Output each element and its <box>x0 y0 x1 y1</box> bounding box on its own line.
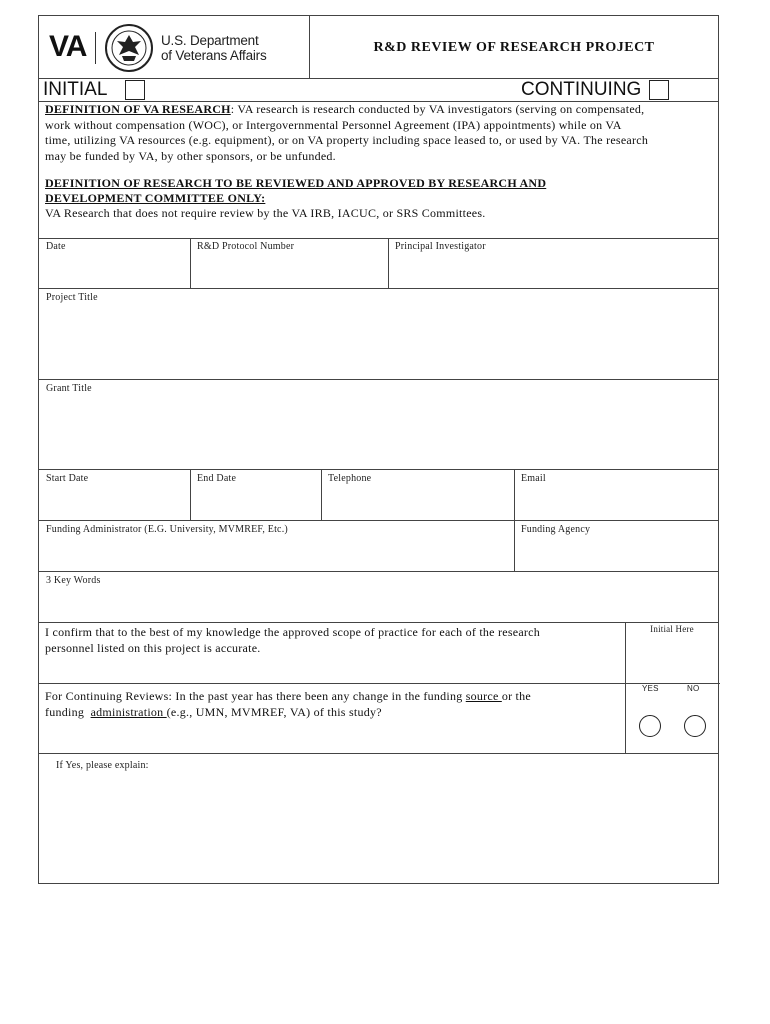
start-date-field[interactable] <box>39 470 190 520</box>
explain-field[interactable] <box>39 754 719 883</box>
no-label: NO <box>687 684 700 693</box>
va-research-text: time, utilizing VA resources (e.g. equipment), or on VA property including space leased to, or used by VA. The research <box>45 133 649 147</box>
funding-administrator-field[interactable] <box>39 521 514 571</box>
funding-agency-field[interactable] <box>515 521 719 571</box>
funding-agency-label: Funding Agency <box>521 524 591 535</box>
grant-title-label: Grant Title <box>46 383 92 394</box>
divider <box>39 622 718 623</box>
scope-confirmation-text <box>45 625 625 656</box>
email-label: Email <box>521 473 546 484</box>
key-words-label: 3 Key Words <box>46 575 101 586</box>
start-date-label: Start Date <box>46 473 89 484</box>
form-title: R&D REVIEW OF RESEARCH PROJECT <box>373 40 655 55</box>
question-text: funding <box>45 704 91 719</box>
initial-here-label: Initial Here <box>650 624 694 634</box>
initial-here-field[interactable] <box>626 636 719 682</box>
project-title-field[interactable] <box>39 289 719 379</box>
rd-heading: DEFINITION OF RESEARCH TO BE REVIEWED AND APPROVED BY RESEARCH AND <box>45 176 547 190</box>
date-label: Date <box>46 241 66 252</box>
va-research-text: : VA research is research conducted by VA investigators (serving on compensated, <box>230 102 645 116</box>
principal-investigator-label: Principal Investigator <box>395 241 486 252</box>
va-research-text: work without compensation (WOC), or Intergovernmental Personnel Agreement (IPA) appointments) while on VA <box>45 117 622 132</box>
telephone-field[interactable] <box>322 470 514 520</box>
protocol-number-label: R&D Protocol Number <box>197 241 295 252</box>
question-text: source <box>465 689 502 703</box>
no-radio[interactable] <box>684 715 706 737</box>
va-research-heading: DEFINITION OF VA RESEARCH <box>45 102 231 116</box>
logo-divider <box>95 32 96 64</box>
telephone-label: Telephone <box>328 473 372 484</box>
va-seal-icon <box>104 23 154 73</box>
project-title-label: Project Title <box>46 292 98 303</box>
initial-label: INITIAL <box>43 79 108 100</box>
question-text: or the <box>501 689 531 703</box>
date-field[interactable] <box>39 238 190 288</box>
initial-checkbox[interactable] <box>125 80 145 100</box>
rd-committee-definition <box>45 176 715 221</box>
divider <box>39 683 720 684</box>
confirm-text: I confirm that to the best of my knowledge the approved scope of practice for each of the research <box>45 625 540 639</box>
key-words-field[interactable] <box>39 572 719 622</box>
grant-title-field[interactable] <box>39 380 719 469</box>
principal-investigator-field[interactable] <box>389 238 719 288</box>
dept-line-1: U.S. Department <box>161 33 259 48</box>
dept-line-2: of Veterans Affairs <box>161 48 267 63</box>
end-date-field[interactable] <box>191 470 321 520</box>
yes-label: YES <box>642 684 659 693</box>
research-review-form <box>38 15 719 884</box>
continuing-label: CONTINUING <box>521 79 642 100</box>
va-logo-text: VA <box>49 30 87 63</box>
rd-heading: DEVELOPMENT COMMITTEE ONLY: <box>45 191 266 205</box>
funding-change-question <box>45 689 625 720</box>
yes-radio[interactable] <box>639 715 661 737</box>
va-logo <box>39 16 309 78</box>
end-date-label: End Date <box>197 473 237 484</box>
confirm-text: personnel listed on this project is accurate. <box>45 640 261 655</box>
va-research-text: may be funded by VA, by other sponsors, or be unfunded. <box>45 148 336 163</box>
va-research-definition <box>45 102 715 164</box>
email-field[interactable] <box>515 470 719 520</box>
explain-label: If Yes, please explain: <box>56 760 149 771</box>
funding-administrator-label: Funding Administrator (E.G. University, MVMREF, Etc.) <box>46 524 288 535</box>
question-text: administration <box>90 704 167 719</box>
question-text: For Continuing Reviews: In the past year has there been any change in the funding <box>45 689 466 703</box>
protocol-number-field[interactable] <box>191 238 388 288</box>
question-text: (e.g., UMN, MVMREF, VA) of this study? <box>166 704 382 719</box>
rd-text: VA Research that does not require review by the VA IRB, IACUC, or SRS Committees. <box>45 206 486 220</box>
continuing-checkbox[interactable] <box>649 80 669 100</box>
